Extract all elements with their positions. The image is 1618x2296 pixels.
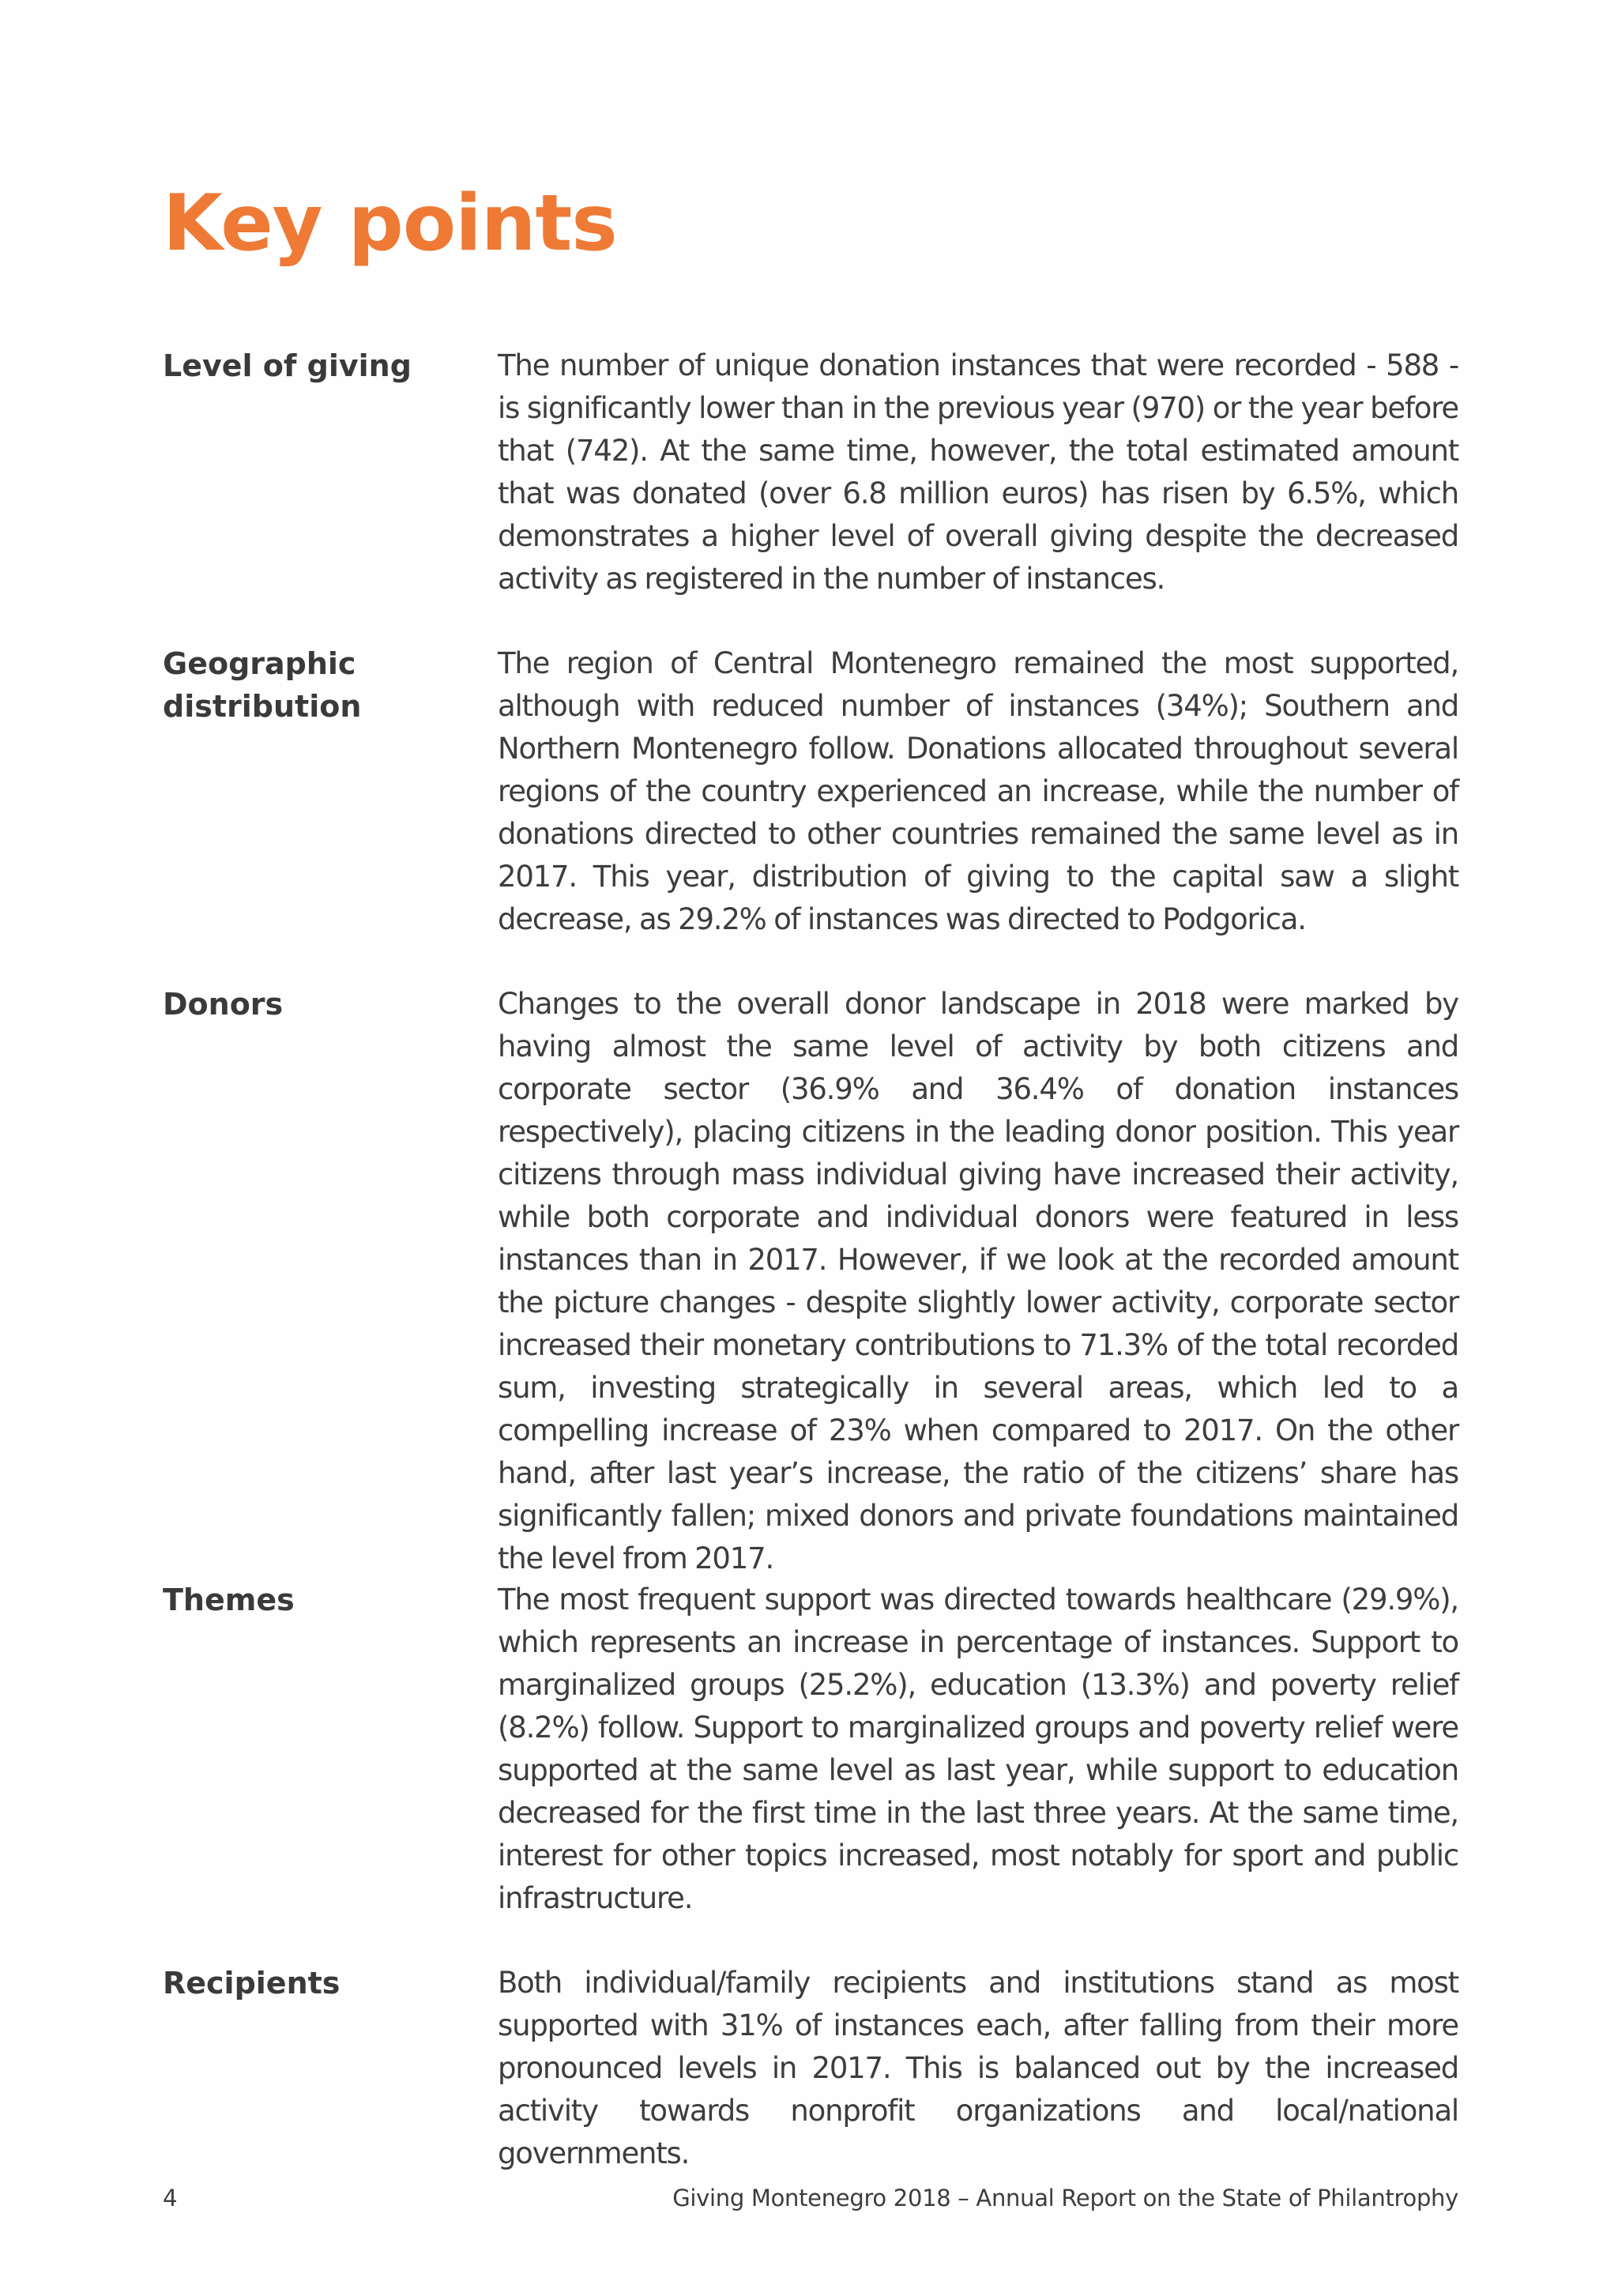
section-label: Level of giving xyxy=(163,348,412,383)
page-title: Key points xyxy=(163,179,617,269)
section-text: The region of Central Montenegro remained the most supported, although with reduced number of instances (34%); Southern and Northern Montenegro follow. Donations allocated throughout several regions of the country experienced an increase, while the number of donations directed to other countries remained the same level as in 2017. This year, distribution of giving to the capital saw a slight decrease, as 29.2% of instances was directed to Podgorica. xyxy=(498,646,1458,936)
section-label: Themes xyxy=(163,1583,295,1617)
page-number: 4 xyxy=(163,2185,178,2211)
section-text: Changes to the overall donor landscape in 2018 were marked by having almost the same level of activity by both citizens and corporate sector (36.9% and 36.4% of donation instances respectively), placing citizens in the leading donor position. This year citizens through mass individual giving have increased their activity, while both corporate and individual donors were featured in less instances than in 2017. However, if we look at the recorded amount the picture changes - despite slightly lower activity, corporate sector increased their monetary contributions to 71.3% of the total recorded sum, investing strategically in several areas, which led to a compelling increase of 23% when compared to 2017. On the other hand, after last year’s increase, the ratio of the citizens’ share has significantly fallen; mixed donors and private foundations maintained the level from 2017. xyxy=(498,987,1458,1575)
section-text: The number of unique donation instances that were recorded - 588 - is significantly lower than in the previous year (970) or the year before that (742). At the same time, however, the total estimated amount that was donated (over 6.8 million euros) has risen by 6.5%, which demonstrates a higher level of overall giving despite the decreased activity as registered in the number of instances. xyxy=(498,348,1458,596)
section-label: Recipients xyxy=(163,1966,341,2001)
section-label: Donors xyxy=(163,987,284,1022)
section-text: The most frequent support was directed towards healthcare (29.9%), which represents an increase in percentage of instances. Support to marginalized groups (25.2%), education (13.3%) and poverty relief (8.2%) follow. Support to marginalized groups and poverty relief were supported at the same level as last year, while support to education decreased for the first time in the last three years. At the same time, interest for other topics increased, most notably for sport and public infrastructure. xyxy=(498,1583,1458,1915)
section-text: Both individual/family recipients and institutions stand as most supported with 31% of instances each, after falling from their more pronounced levels in 2017. This is balanced out by the increased activity towards nonprofit organizations and local/national governments. xyxy=(498,1966,1458,2170)
section-label: Geographic distribution xyxy=(163,646,362,724)
footer-publication-title: Giving Montenegro 2018 – Annual Report on the State of Philantrophy xyxy=(672,2185,1458,2211)
